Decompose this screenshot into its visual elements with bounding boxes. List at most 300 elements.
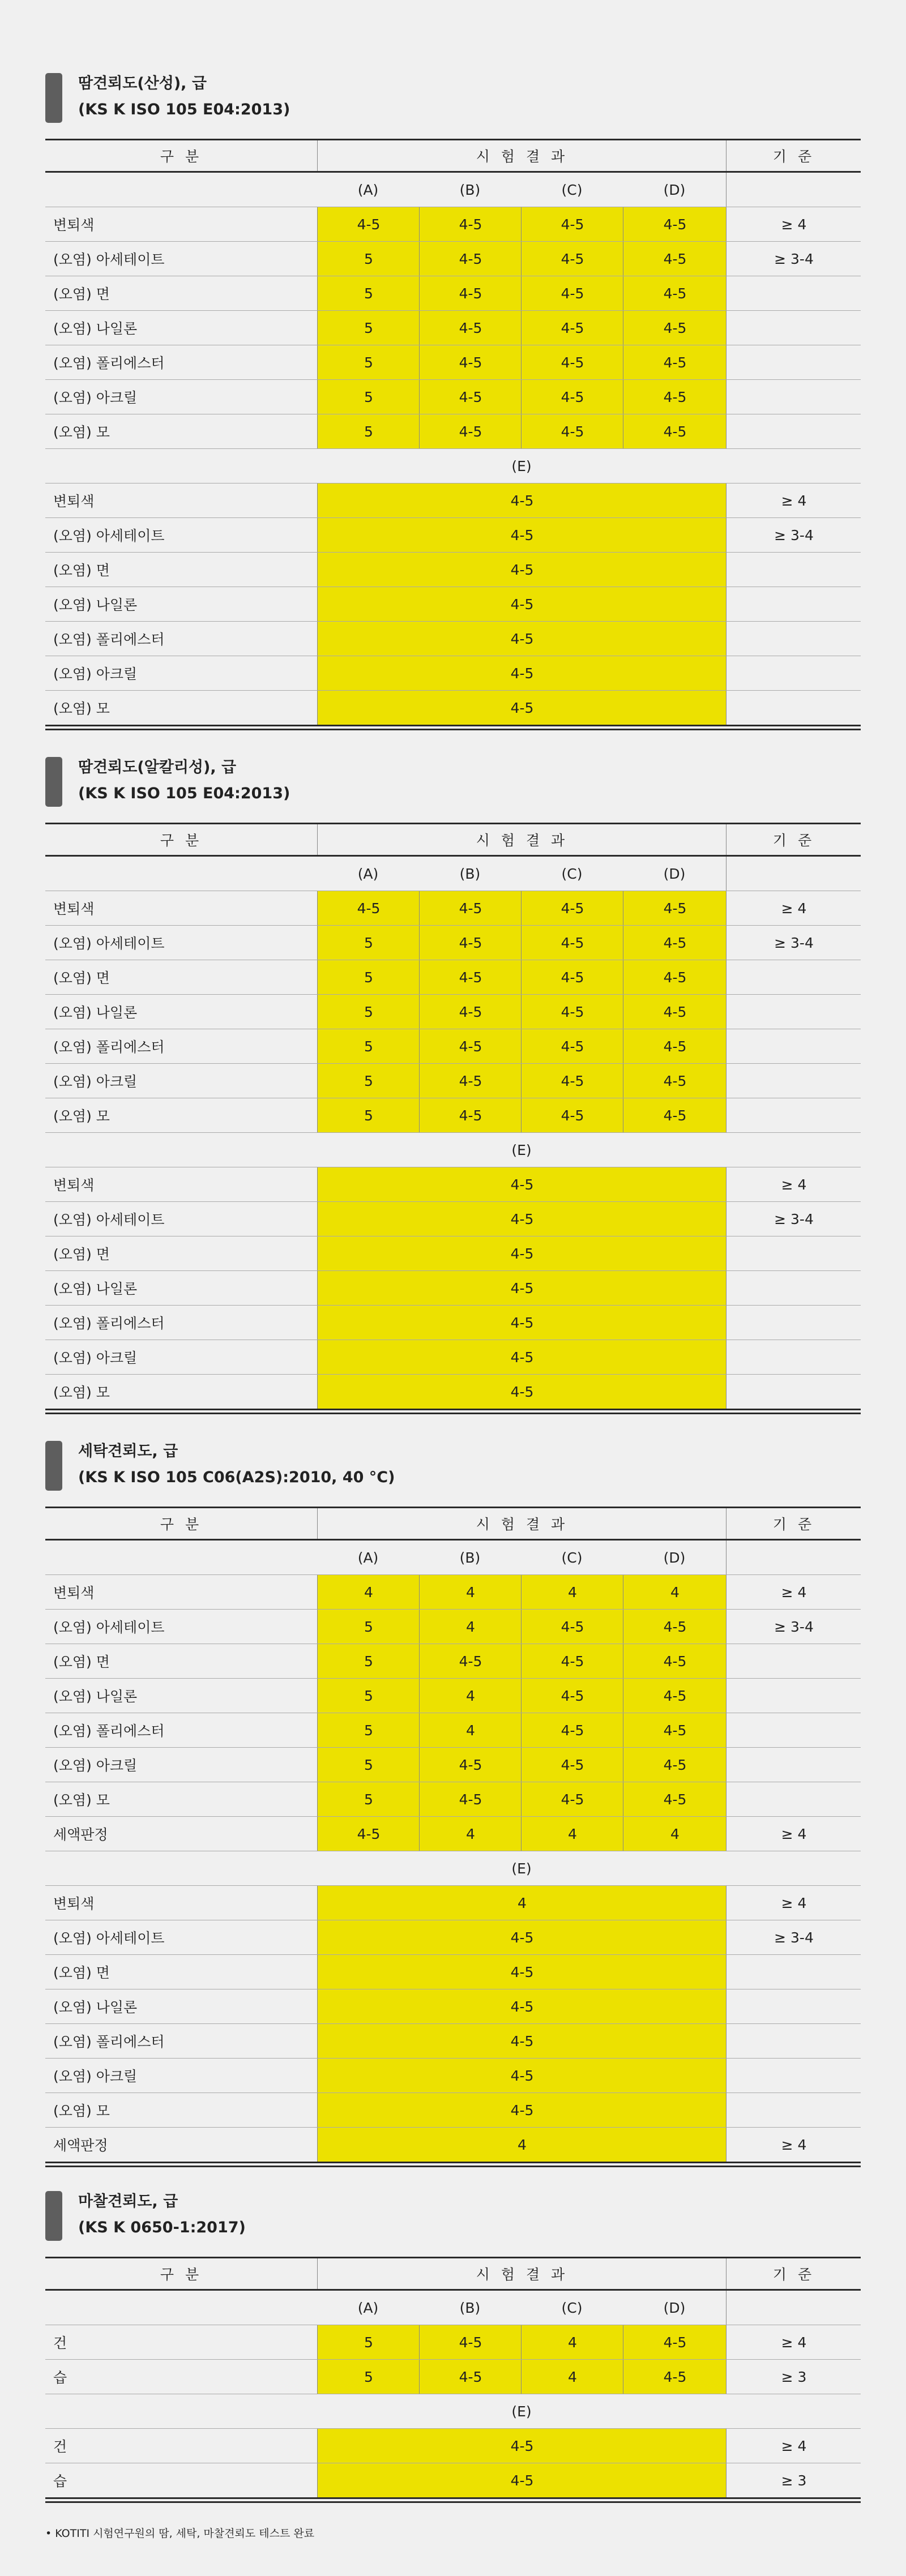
- row-label: (오염) 폴리에스터: [53, 1039, 165, 1055]
- value-b: 4-5: [419, 960, 522, 994]
- value-e: 4-5: [317, 1340, 726, 1374]
- table-row: [45, 2128, 861, 2163]
- value-e: 4-5: [317, 2093, 726, 2127]
- row-label: (오염) 폴리에스터: [53, 355, 165, 371]
- table-row: [45, 276, 861, 311]
- value-c: 4-5: [521, 276, 623, 310]
- results-table: [45, 1507, 861, 2171]
- row-standard: [726, 1955, 861, 1989]
- value-c: 4-5: [521, 207, 623, 241]
- row-label: (오염) 아크릴: [53, 390, 138, 406]
- section-title: 마찰견뢰도, 급: [78, 2193, 178, 2210]
- table-row: [45, 345, 861, 380]
- table-row: [45, 2024, 861, 2059]
- table-row: [45, 1167, 861, 1202]
- subheader-e-row: [45, 1851, 861, 1886]
- value-c: 4-5: [521, 242, 623, 276]
- value-e: 4-5: [317, 1920, 726, 1954]
- value-c: 4-5: [521, 1064, 623, 1098]
- value-b: 4-5: [419, 311, 522, 345]
- section-title: 땀견뢰도(알칼리성), 급: [78, 759, 237, 776]
- section-marker-bar: [45, 757, 62, 807]
- row-standard: [726, 1679, 861, 1713]
- value-b: 4: [419, 1713, 522, 1747]
- row-standard: [726, 1748, 861, 1782]
- row-standard: [726, 622, 861, 656]
- section-standard: (KS K ISO 105 E04:2013): [78, 101, 290, 118]
- table-row: [45, 483, 861, 518]
- row-label: (오염) 나일론: [53, 1004, 138, 1021]
- row-standard: ≥ 3-4: [726, 1920, 861, 1954]
- row-label: (오염) 나일론: [53, 320, 138, 337]
- header-label: 구 분: [160, 2266, 203, 2283]
- row-label: (오염) 나일론: [53, 1281, 138, 1297]
- header-label: 구 분: [160, 1516, 203, 1533]
- section-standard: (KS K 0650-1:2017): [78, 2219, 246, 2236]
- value-a: 5: [317, 1713, 420, 1747]
- subheader-a: (A): [357, 865, 379, 882]
- value-e: 4-5: [317, 483, 726, 517]
- row-label: (오염) 폴리에스터: [53, 1315, 165, 1332]
- header-label: 구 분: [160, 148, 203, 165]
- fastness-section: [45, 1439, 861, 2171]
- row-label: (오염) 모: [53, 1108, 110, 1124]
- subheader-e: (E): [511, 2403, 532, 2420]
- value-b: 4-5: [419, 1029, 522, 1063]
- row-label: (오염) 아세테이트: [53, 1930, 165, 1946]
- header-label: 구 분: [160, 832, 203, 849]
- row-label: (오염) 아세테이트: [53, 1619, 165, 1636]
- row-label: 건: [53, 2438, 67, 2455]
- row-label: (오염) 모: [53, 2103, 110, 2119]
- value-e: 4-5: [317, 2463, 726, 2497]
- row-label: (오염) 폴리에스터: [53, 631, 165, 648]
- row-label: (오염) 아크릴: [53, 666, 138, 682]
- value-d: 4-5: [623, 2360, 726, 2394]
- table-row: [45, 242, 861, 276]
- section-header: [45, 1439, 861, 1495]
- row-standard: ≥ 4: [726, 891, 861, 925]
- subheader-row: [45, 173, 861, 207]
- table-header-row: [45, 1507, 861, 1541]
- table-row: [45, 1098, 861, 1133]
- row-label: 변퇴색: [53, 217, 95, 233]
- value-b: 4-5: [419, 1098, 522, 1132]
- table-row: [45, 207, 861, 242]
- value-c: 4-5: [521, 311, 623, 345]
- row-standard: ≥ 3: [726, 2360, 861, 2394]
- row-label: (오염) 아크릴: [53, 1350, 138, 1366]
- subheader-blank: [45, 857, 317, 891]
- value-a: 5: [317, 1644, 420, 1678]
- subheader-std-blank: [726, 1133, 861, 1167]
- value-a: 4: [317, 1575, 420, 1609]
- value-e: 4-5: [317, 1167, 726, 1201]
- footer-note: • KOTITI 시험연구원의 땀, 세탁, 마찰견뢰도 테스트 완료: [45, 2527, 315, 2540]
- value-b: 4-5: [419, 345, 522, 379]
- table-header-row: [45, 2257, 861, 2291]
- row-standard: ≥ 4: [726, 2429, 861, 2463]
- subheader-e: (E): [511, 457, 532, 474]
- row-standard: ≥ 4: [726, 1575, 861, 1609]
- table-row: [45, 380, 861, 414]
- subheader-b: (B): [459, 1549, 481, 1566]
- table-row: [45, 1713, 861, 1748]
- subheader-row: [45, 2291, 861, 2325]
- row-standard: [726, 2093, 861, 2127]
- table-row: [45, 1029, 861, 1064]
- fastness-section: [45, 2189, 861, 2507]
- value-a: 5: [317, 2360, 420, 2394]
- row-standard: [726, 414, 861, 448]
- section-title: 세탁견뢰도, 급: [78, 1443, 178, 1460]
- value-a: 5: [317, 1748, 420, 1782]
- subheader-a: (A): [357, 2299, 379, 2316]
- row-label: (오염) 면: [53, 970, 110, 986]
- subheader-row: [45, 857, 861, 891]
- value-b: 4-5: [419, 414, 522, 448]
- row-label: (오염) 아크릴: [53, 2068, 138, 2085]
- value-b: 4: [419, 1817, 522, 1851]
- value-d: 4-5: [623, 311, 726, 345]
- value-a: 5: [317, 380, 420, 414]
- table-row: [45, 414, 861, 449]
- table-row: [45, 622, 861, 656]
- row-standard: ≥ 4: [726, 2128, 861, 2162]
- value-c: 4-5: [521, 414, 623, 448]
- value-a: 5: [317, 1029, 420, 1063]
- value-d: 4-5: [623, 276, 726, 310]
- subheader-std-blank: [726, 449, 861, 483]
- table-row: [45, 1748, 861, 1782]
- table-row: [45, 2463, 861, 2499]
- row-label: 변퇴색: [53, 901, 95, 917]
- value-c: 4-5: [521, 1679, 623, 1713]
- value-d: 4-5: [623, 1064, 726, 1098]
- subheader-std-blank: [726, 173, 861, 207]
- row-standard: [726, 1713, 861, 1747]
- subheader-a: (A): [357, 181, 379, 198]
- value-a: 5: [317, 995, 420, 1029]
- row-label: (오염) 아세테이트: [53, 1212, 165, 1228]
- value-b: 4: [419, 1679, 522, 1713]
- subheader-e-row: [45, 1133, 861, 1167]
- row-standard: [726, 553, 861, 587]
- value-b: 4: [419, 1575, 522, 1609]
- subheader-c: (C): [561, 865, 583, 882]
- value-a: 5: [317, 2325, 420, 2359]
- row-standard: [726, 587, 861, 621]
- value-e: 4-5: [317, 1202, 726, 1236]
- row-label: 변퇴색: [53, 1585, 95, 1601]
- value-d: 4-5: [623, 380, 726, 414]
- row-label: 세액판정: [53, 2137, 108, 2154]
- subheader-b: (B): [459, 181, 481, 198]
- table-row: [45, 1375, 861, 1410]
- table-row: [45, 2093, 861, 2128]
- table-row: [45, 1202, 861, 1236]
- subheader-blank: [45, 173, 317, 207]
- subheader-c: (C): [561, 1549, 583, 1566]
- value-d: 4-5: [623, 926, 726, 960]
- value-e: 4-5: [317, 1955, 726, 1989]
- table-row: [45, 518, 861, 553]
- row-standard: ≥ 4: [726, 483, 861, 517]
- value-e: 4-5: [317, 2059, 726, 2093]
- row-label: 세액판정: [53, 1826, 108, 1843]
- table-row: [45, 2325, 861, 2360]
- subheader-std-blank: [726, 1851, 861, 1885]
- row-standard: ≥ 3-4: [726, 518, 861, 552]
- row-standard: ≥ 4: [726, 1817, 861, 1851]
- row-label: (오염) 모: [53, 424, 110, 440]
- value-d: 4-5: [623, 1748, 726, 1782]
- value-d: 4-5: [623, 1610, 726, 1644]
- value-c: 4-5: [521, 891, 623, 925]
- subheader-e-row: [45, 2394, 861, 2429]
- results-table: [45, 139, 861, 734]
- subheader-row: [45, 1541, 861, 1575]
- value-c: 4-5: [521, 1644, 623, 1678]
- value-a: 4-5: [317, 1817, 420, 1851]
- section-standard: (KS K ISO 105 E04:2013): [78, 785, 290, 802]
- header-standard: 기 준: [726, 824, 861, 855]
- header-standard: 기 준: [726, 2258, 861, 2289]
- table-row: [45, 1306, 861, 1340]
- value-b: 4-5: [419, 1748, 522, 1782]
- value-b: 4-5: [419, 1064, 522, 1098]
- table-row: [45, 311, 861, 345]
- value-e: 4: [317, 1886, 726, 1920]
- row-standard: [726, 1340, 861, 1374]
- value-e: 4-5: [317, 587, 726, 621]
- row-standard: [726, 311, 861, 345]
- row-standard: [726, 1064, 861, 1098]
- value-b: 4: [419, 1610, 522, 1644]
- table-end-rule: [45, 729, 861, 734]
- table-row: [45, 995, 861, 1029]
- row-standard: ≥ 3-4: [726, 926, 861, 960]
- value-d: 4-5: [623, 1713, 726, 1747]
- table-row: [45, 1644, 861, 1679]
- row-standard: [726, 2059, 861, 2093]
- value-b: 4-5: [419, 276, 522, 310]
- subheader-std-blank: [726, 2291, 861, 2325]
- subheader-b: (B): [459, 865, 481, 882]
- value-a: 4-5: [317, 207, 420, 241]
- value-c: 4-5: [521, 1713, 623, 1747]
- section-marker-bar: [45, 2191, 62, 2241]
- subheader-std-blank: [726, 1541, 861, 1574]
- row-standard: [726, 1644, 861, 1678]
- table-row: [45, 587, 861, 622]
- value-b: 4-5: [419, 380, 522, 414]
- value-c: 4-5: [521, 345, 623, 379]
- row-label: (오염) 모: [53, 1384, 110, 1401]
- value-e: 4-5: [317, 553, 726, 587]
- value-c: 4-5: [521, 1029, 623, 1063]
- subheader-c: (C): [561, 181, 583, 198]
- subheader-d: (D): [663, 865, 686, 882]
- value-b: 4-5: [419, 891, 522, 925]
- subheader-d: (D): [663, 1549, 686, 1566]
- value-e: 4-5: [317, 656, 726, 690]
- value-b: 4-5: [419, 1782, 522, 1816]
- row-label: 습: [53, 2473, 67, 2489]
- table-row: [45, 1782, 861, 1817]
- table-row: [45, 1679, 861, 1713]
- value-c: 4-5: [521, 926, 623, 960]
- table-end-rule: [45, 2501, 861, 2507]
- table-row: [45, 891, 861, 926]
- table-end-rule: [45, 2166, 861, 2171]
- value-b: 4-5: [419, 995, 522, 1029]
- value-e: 4-5: [317, 1375, 726, 1409]
- value-c: 4: [521, 1575, 623, 1609]
- row-standard: [726, 1306, 861, 1340]
- value-a: 5: [317, 960, 420, 994]
- row-standard: ≥ 4: [726, 2325, 861, 2359]
- table-row: [45, 1920, 861, 1955]
- value-c: 4: [521, 1817, 623, 1851]
- row-standard: [726, 960, 861, 994]
- value-b: 4-5: [419, 207, 522, 241]
- row-label: (오염) 폴리에스터: [53, 1723, 165, 1739]
- table-row: [45, 2360, 861, 2394]
- row-label: (오염) 모: [53, 1792, 110, 1808]
- value-c: 4-5: [521, 995, 623, 1029]
- subheader-b: (B): [459, 2299, 481, 2316]
- row-label: (오염) 나일론: [53, 1688, 138, 1705]
- row-label: 변퇴색: [53, 493, 95, 510]
- header-results: 시 험 결 과: [317, 140, 726, 171]
- results-table: [45, 823, 861, 1418]
- value-a: 5: [317, 242, 420, 276]
- row-label: (오염) 아세테이트: [53, 528, 165, 544]
- row-standard: [726, 1375, 861, 1409]
- value-a: 4-5: [317, 891, 420, 925]
- subheader-d: (D): [663, 181, 686, 198]
- row-standard: ≥ 3-4: [726, 242, 861, 276]
- header-results: 시 험 결 과: [317, 2258, 726, 2289]
- value-c: 4-5: [521, 1610, 623, 1644]
- value-d: 4-5: [623, 345, 726, 379]
- value-d: 4-5: [623, 2325, 726, 2359]
- results-table: [45, 2257, 861, 2507]
- value-a: 5: [317, 926, 420, 960]
- row-standard: [726, 345, 861, 379]
- header-results: 시 험 결 과: [317, 1508, 726, 1539]
- row-standard: [726, 995, 861, 1029]
- row-standard: [726, 1098, 861, 1132]
- value-d: 4: [623, 1817, 726, 1851]
- row-label: (오염) 폴리에스터: [53, 2034, 165, 2050]
- row-label: (오염) 나일론: [53, 1999, 138, 2016]
- section-header: [45, 755, 861, 811]
- table-row: [45, 1271, 861, 1306]
- value-b: 4-5: [419, 2325, 522, 2359]
- value-d: 4-5: [623, 414, 726, 448]
- row-label: 건: [53, 2335, 67, 2351]
- table-row: [45, 1955, 861, 1989]
- row-standard: [726, 1236, 861, 1270]
- value-e: 4: [317, 2128, 726, 2162]
- value-d: 4-5: [623, 891, 726, 925]
- row-label: (오염) 면: [53, 1965, 110, 1981]
- table-row: [45, 1886, 861, 1920]
- value-a: 5: [317, 276, 420, 310]
- table-row: [45, 960, 861, 995]
- row-label: (오염) 아세테이트: [53, 251, 165, 268]
- value-c: 4: [521, 2325, 623, 2359]
- value-b: 4-5: [419, 2360, 522, 2394]
- row-standard: [726, 691, 861, 725]
- value-d: 4-5: [623, 1782, 726, 1816]
- value-c: 4-5: [521, 380, 623, 414]
- value-d: 4: [623, 1575, 726, 1609]
- value-a: 5: [317, 414, 420, 448]
- table-row: [45, 2059, 861, 2093]
- row-standard: [726, 2024, 861, 2058]
- value-e: 4-5: [317, 691, 726, 725]
- subheader-blank: [45, 2291, 317, 2325]
- subheader-blank: [45, 2394, 317, 2428]
- subheader-c: (C): [561, 2299, 583, 2316]
- value-b: 4-5: [419, 242, 522, 276]
- subheader-blank: [45, 1541, 317, 1574]
- value-e: 4-5: [317, 2024, 726, 2058]
- value-d: 4-5: [623, 1644, 726, 1678]
- row-label: (오염) 면: [53, 562, 110, 579]
- header-standard: 기 준: [726, 1508, 861, 1539]
- table-header-row: [45, 139, 861, 173]
- header-results: 시 험 결 과: [317, 824, 726, 855]
- value-a: 5: [317, 311, 420, 345]
- value-b: 4-5: [419, 926, 522, 960]
- row-standard: [726, 1782, 861, 1816]
- value-a: 5: [317, 345, 420, 379]
- section-marker-bar: [45, 73, 62, 123]
- row-label: (오염) 모: [53, 700, 110, 717]
- row-standard: [726, 656, 861, 690]
- table-row: [45, 1064, 861, 1098]
- subheader-blank: [45, 449, 317, 483]
- table-end-rule: [45, 1413, 861, 1418]
- row-standard: ≥ 4: [726, 1886, 861, 1920]
- subheader-a: (A): [357, 1549, 379, 1566]
- section-header: [45, 2189, 861, 2245]
- row-label: 습: [53, 2369, 67, 2386]
- row-standard: ≥ 4: [726, 207, 861, 241]
- section-marker-bar: [45, 1441, 62, 1491]
- section-header: [45, 71, 861, 127]
- row-label: (오염) 면: [53, 1246, 110, 1263]
- value-e: 4-5: [317, 1989, 726, 2023]
- row-standard: ≥ 3-4: [726, 1202, 861, 1236]
- subheader-d: (D): [663, 2299, 686, 2316]
- row-label: (오염) 면: [53, 1654, 110, 1670]
- row-standard: ≥ 3: [726, 2463, 861, 2497]
- subheader-blank: [45, 1133, 317, 1167]
- subheader-blank: [45, 1851, 317, 1885]
- value-a: 5: [317, 1610, 420, 1644]
- table-row: [45, 1610, 861, 1644]
- row-label: (오염) 나일론: [53, 597, 138, 613]
- value-e: 4-5: [317, 1236, 726, 1270]
- value-a: 5: [317, 1679, 420, 1713]
- value-d: 4-5: [623, 1029, 726, 1063]
- value-c: 4-5: [521, 1098, 623, 1132]
